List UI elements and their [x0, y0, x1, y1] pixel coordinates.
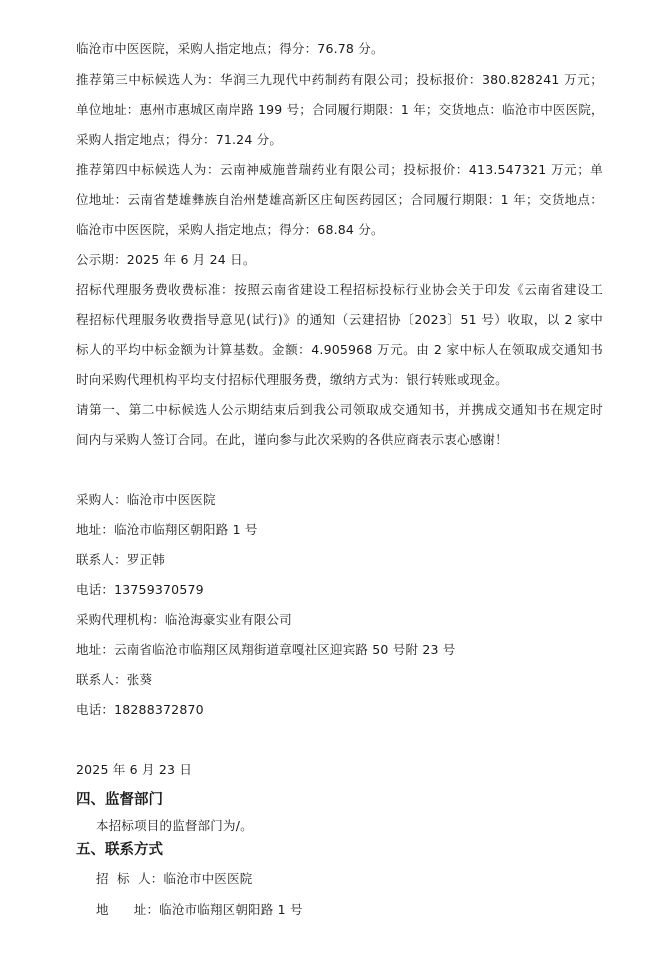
agency-contact: 联系人：张葵 [76, 672, 153, 687]
agency-phone: 电话：18288372870 [76, 702, 204, 717]
paragraph-line: 临沧市中医医院，采购人指定地点；得分：76.78 分。 [76, 41, 384, 56]
buyer-name: 采购人：临沧市中医医院 [76, 492, 216, 507]
paragraph-line: 推荐第四中标候选人为：云南神威施普瑞药业有限公司；投标报价：413.547321 万元；单 [76, 162, 603, 177]
document-date: 2025 年 6 月 23 日 [76, 762, 193, 777]
paragraph-line: 间内与采购人签订合同。在此，谨向参与此次采购的各供应商表示衷心感谢！ [76, 432, 508, 447]
agency-name: 采购代理机构：临沧海豪实业有限公司 [76, 612, 292, 627]
paragraph-line: 时向采购代理机构平均支付招标代理服务费，缴纳方式为：银行转账或现金。 [76, 372, 508, 387]
paragraph-line: 位地址：云南省楚雄彝族自治州楚雄高新区庄甸医药园区；合同履行期限：1 年；交货地点： [76, 192, 603, 207]
tenderer-address: 地 址：临沧市临翔区朝阳路 1 号 [96, 902, 303, 917]
tenderer-name: 招 标 人：临沧市中医医院 [96, 871, 253, 886]
paragraph-line: 采购人指定地点；得分：71.24 分。 [76, 132, 283, 147]
paragraph-line: 临沧市中医医院，采购人指定地点；得分：68.84 分。 [76, 222, 384, 237]
paragraph-line: 公示期：2025 年 6 月 24 日。 [76, 252, 256, 267]
paragraph-line: 标人的平均中标金额为计算基数。金额：4.905968 万元。由 2 家中标人在领取成交通知书 [76, 342, 603, 357]
section-heading-contact: 五、联系方式 [76, 842, 163, 858]
paragraph-line: 请第一、第二中标候选人公示期结束后到我公司领取成交通知书，并携成交通知书在规定时 [76, 402, 603, 417]
paragraph-line: 推荐第三中标候选人为：华润三九现代中药制药有限公司；投标报价：380.828241 万元； [76, 72, 603, 87]
agency-address: 地址：云南省临沧市临翔区凤翔街道章嘎社区迎宾路 50 号附 23 号 [76, 642, 456, 657]
paragraph-line: 程招标代理服务收费指导意见(试行)》的通知（云建招协〔2023〕51 号）收取，以 2 家中 [76, 312, 603, 327]
buyer-phone: 电话：13759370579 [76, 582, 204, 597]
paragraph-line: 招标代理服务费收费标准：按照云南省建设工程招标投标行业协会关于印发《云南省建设工 [76, 282, 603, 297]
paragraph-line: 单位地址：惠州市惠城区南岸路 199 号；合同履行期限：1 年；交货地点：临沧市中医医院， [76, 102, 604, 117]
section-heading-supervision: 四、监督部门 [76, 792, 163, 808]
supervision-body: 本招标项目的监督部门为/。 [96, 818, 253, 833]
buyer-address: 地址：临沧市临翔区朝阳路 1 号 [76, 522, 258, 537]
buyer-contact: 联系人：罗正韩 [76, 552, 165, 567]
